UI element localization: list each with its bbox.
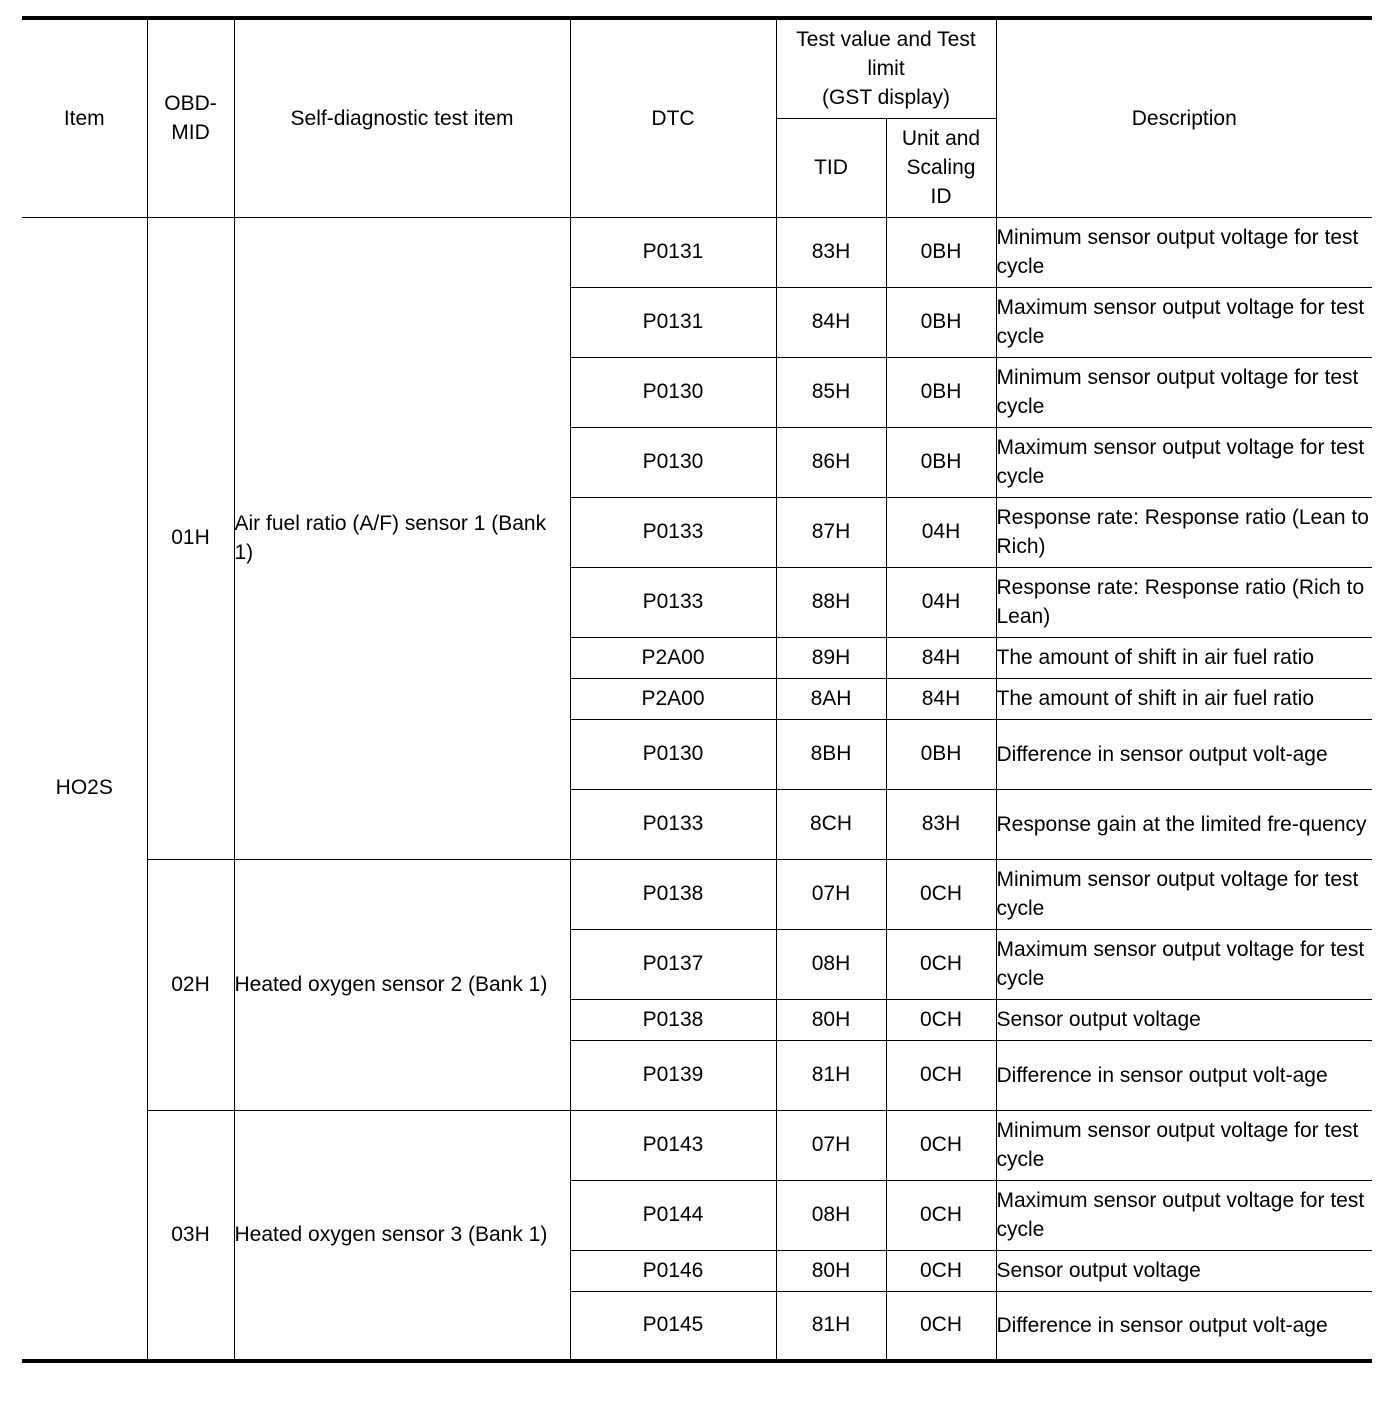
tid-cell: 89H [776, 637, 886, 678]
dtc-cell: P0146 [570, 1250, 776, 1291]
description-cell: Maximum sensor output voltage for test cycle [996, 1180, 1372, 1250]
table-row [22, 1110, 1372, 1180]
tid-cell: 81H [776, 1040, 886, 1110]
header-item: Item [22, 18, 147, 217]
dtc-cell: P0133 [570, 789, 776, 859]
description-cell: Sensor output voltage [996, 1250, 1372, 1291]
header-tid: TID [776, 118, 886, 217]
dtc-cell: P0143 [570, 1110, 776, 1180]
tid-cell: 87H [776, 497, 886, 567]
dtc-cell: P0131 [570, 217, 776, 287]
dtc-cell: P0145 [570, 1291, 776, 1361]
tid-cell: 8AH [776, 678, 886, 719]
item-cell: HO2S [22, 217, 147, 1361]
description-cell: The amount of shift in air fuel ratio [996, 678, 1372, 719]
dtc-cell: P0130 [570, 719, 776, 789]
header-dtc: DTC [570, 18, 776, 217]
description-cell: The amount of shift in air fuel ratio [996, 637, 1372, 678]
description-cell: Difference in sensor output volt-age [996, 1040, 1372, 1110]
dtc-cell: P0139 [570, 1040, 776, 1110]
unit-scaling-id-cell: 84H [886, 637, 996, 678]
description-cell: Response gain at the limited fre-quency [996, 789, 1372, 859]
unit-scaling-id-cell: 04H [886, 497, 996, 567]
description-cell: Maximum sensor output voltage for test cycle [996, 427, 1372, 497]
description-cell: Response rate: Response ratio (Rich to Lean) [996, 567, 1372, 637]
unit-scaling-id-cell: 0BH [886, 719, 996, 789]
tid-cell: 84H [776, 287, 886, 357]
unit-scaling-id-cell: 0CH [886, 1110, 996, 1180]
header-description: Description [996, 18, 1372, 217]
dtc-cell: P0130 [570, 357, 776, 427]
dtc-cell: P0138 [570, 999, 776, 1040]
unit-scaling-id-cell: 04H [886, 567, 996, 637]
description-cell: Minimum sensor output voltage for test cycle [996, 859, 1372, 929]
self-diagnostic-test-item-cell: Air fuel ratio (A/F) sensor 1 (Bank 1) [234, 217, 570, 859]
unit-scaling-id-cell: 0CH [886, 1291, 996, 1361]
tid-cell: 08H [776, 929, 886, 999]
obd-mid-cell: 03H [147, 1110, 234, 1361]
tid-cell: 08H [776, 1180, 886, 1250]
header-unit-scaling-id: Unit and Scaling ID [886, 118, 996, 217]
tid-cell: 07H [776, 1110, 886, 1180]
dtc-cell: P2A00 [570, 678, 776, 719]
table-body [22, 217, 1372, 1361]
tid-cell: 8BH [776, 719, 886, 789]
unit-scaling-id-cell: 0CH [886, 929, 996, 999]
description-cell: Minimum sensor output voltage for test cycle [996, 357, 1372, 427]
unit-scaling-id-cell: 0CH [886, 859, 996, 929]
unit-scaling-id-cell: 0CH [886, 1250, 996, 1291]
obd-mid-cell: 01H [147, 217, 234, 859]
tid-cell: 80H [776, 999, 886, 1040]
dtc-cell: P0137 [570, 929, 776, 999]
unit-scaling-id-cell: 0CH [886, 1040, 996, 1110]
obd-test-table [22, 16, 1372, 1363]
table-row [22, 859, 1372, 929]
unit-scaling-id-cell: 0CH [886, 1180, 996, 1250]
unit-scaling-id-cell: 84H [886, 678, 996, 719]
dtc-cell: P0131 [570, 287, 776, 357]
description-cell: Difference in sensor output volt-age [996, 719, 1372, 789]
unit-scaling-id-cell: 0BH [886, 287, 996, 357]
tid-cell: 85H [776, 357, 886, 427]
description-cell: Maximum sensor output voltage for test cycle [996, 287, 1372, 357]
description-cell: Response rate: Response ratio (Lean to Rich) [996, 497, 1372, 567]
tid-cell: 86H [776, 427, 886, 497]
description-cell: Minimum sensor output voltage for test cycle [996, 1110, 1372, 1180]
unit-scaling-id-cell: 0BH [886, 217, 996, 287]
tid-cell: 80H [776, 1250, 886, 1291]
tid-cell: 8CH [776, 789, 886, 859]
description-cell: Sensor output voltage [996, 999, 1372, 1040]
table-row [22, 217, 1372, 287]
dtc-cell: P0133 [570, 497, 776, 567]
unit-scaling-id-cell: 83H [886, 789, 996, 859]
tid-cell: 88H [776, 567, 886, 637]
obd-mid-cell: 02H [147, 859, 234, 1110]
self-diagnostic-test-item-cell: Heated oxygen sensor 2 (Bank 1) [234, 859, 570, 1110]
self-diagnostic-test-item-cell: Heated oxygen sensor 3 (Bank 1) [234, 1110, 570, 1361]
dtc-cell: P0144 [570, 1180, 776, 1250]
description-cell: Minimum sensor output voltage for test cycle [996, 217, 1372, 287]
tid-cell: 07H [776, 859, 886, 929]
header-self-diagnostic-test-item: Self-diagnostic test item [234, 18, 570, 217]
table-header [22, 18, 1372, 217]
dtc-cell: P2A00 [570, 637, 776, 678]
header-obd-mid: OBD- MID [147, 18, 234, 217]
description-cell: Difference in sensor output volt-age [996, 1291, 1372, 1361]
tid-cell: 83H [776, 217, 886, 287]
dtc-cell: P0133 [570, 567, 776, 637]
description-cell: Maximum sensor output voltage for test cycle [996, 929, 1372, 999]
header-test-value-and-limit: Test value and Test limit (GST display) [776, 18, 996, 118]
tid-cell: 81H [776, 1291, 886, 1361]
unit-scaling-id-cell: 0BH [886, 427, 996, 497]
dtc-cell: P0130 [570, 427, 776, 497]
unit-scaling-id-cell: 0CH [886, 999, 996, 1040]
unit-scaling-id-cell: 0BH [886, 357, 996, 427]
dtc-cell: P0138 [570, 859, 776, 929]
